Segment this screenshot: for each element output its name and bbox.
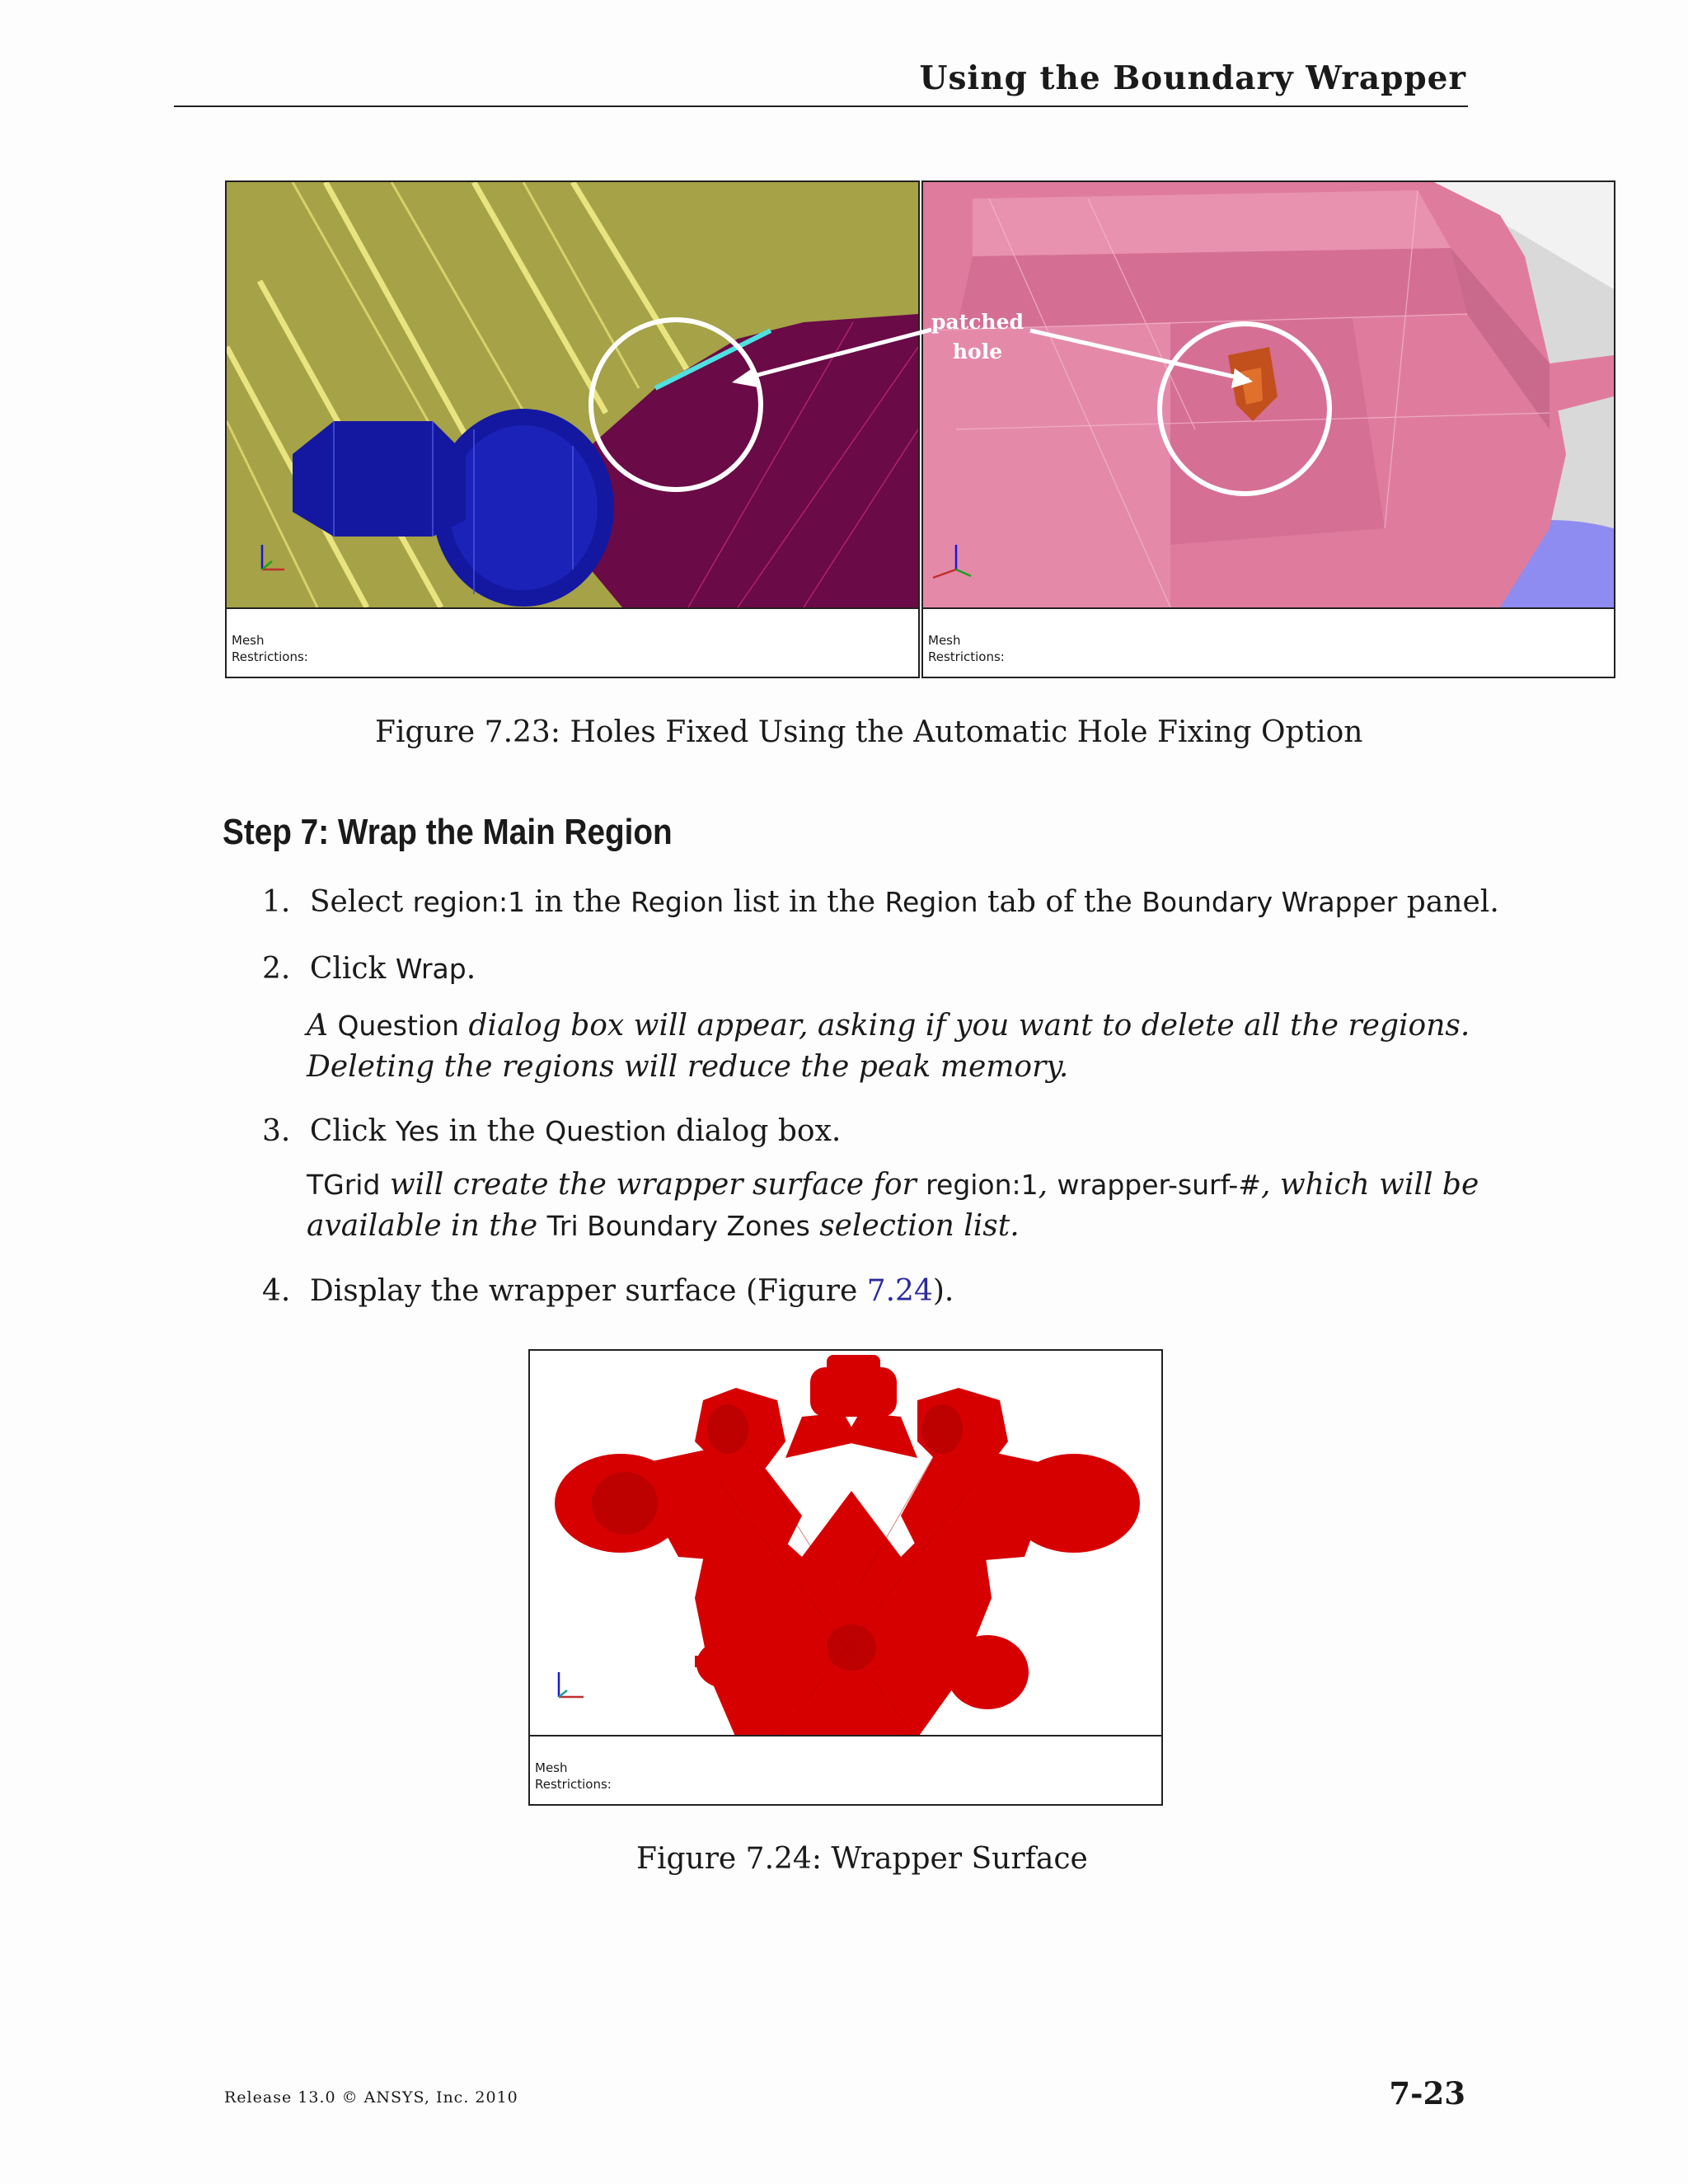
- text-run: panel.: [1397, 885, 1499, 919]
- figure-723-right-panel: [921, 180, 1615, 678]
- item-text: [310, 952, 476, 986]
- header-rule: [174, 105, 1468, 107]
- status-restrictions-label: Restrictions:: [928, 649, 1005, 664]
- text-run: A: [307, 1009, 338, 1043]
- figure-724-caption: Figure 7.24: Wrapper Surface: [636, 1842, 1088, 1876]
- note-line-1: [307, 1005, 1470, 1047]
- patched-hole-annotation: [928, 307, 1027, 367]
- status-mesh-label: Mesh: [232, 633, 265, 648]
- item-2-note: [307, 1005, 1470, 1088]
- text-run: dialog box will appear, asking if you want to delete all the regions.: [459, 1009, 1470, 1043]
- text-run: Display the wrapper surface (Figure: [309, 1274, 867, 1308]
- text-run: in the: [439, 1114, 546, 1148]
- list-item-3: [262, 1114, 841, 1148]
- text-run: dialog box.: [666, 1114, 842, 1148]
- figure-reference-link[interactable]: 7.24: [866, 1274, 933, 1308]
- item-text: [310, 1114, 842, 1148]
- ui-term-region-tab: Region: [884, 886, 978, 918]
- item-number: 2.: [262, 952, 291, 986]
- text-run: Click: [309, 952, 396, 986]
- annotation-line-1: patched: [931, 310, 1024, 334]
- text-run: tab of the: [978, 885, 1142, 919]
- status-mesh-label: Mesh: [535, 1760, 568, 1775]
- figure-723-left-panel: [225, 180, 920, 678]
- text-run: ,: [1038, 1168, 1057, 1202]
- text-run: will create the wrapper surface for: [380, 1168, 926, 1202]
- status-restrictions-label: Restrictions:: [535, 1777, 612, 1792]
- page-number: 7-23: [1389, 2075, 1465, 2111]
- step-heading: Step 7: Wrap the Main Region: [223, 812, 673, 852]
- wrapper-surface-view: [530, 1351, 1161, 1738]
- text-run: list in the: [724, 885, 885, 919]
- status-bar: [530, 1735, 1161, 1804]
- status-bar: [923, 607, 1614, 677]
- text-run: Select: [309, 885, 413, 919]
- ui-term-wrap: Wrap: [395, 953, 467, 985]
- status-bar: [227, 607, 918, 677]
- annotation-line-2: hole: [952, 340, 1003, 363]
- ui-term-tgrid: TGrid: [307, 1169, 381, 1201]
- running-header-title: Using the Boundary Wrapper: [919, 59, 1466, 97]
- cross-panel-arrow: [725, 297, 931, 396]
- ui-term-yes: Yes: [395, 1115, 440, 1147]
- text-run: ).: [932, 1274, 954, 1308]
- text-run: .: [466, 952, 476, 986]
- item-number: 1.: [262, 885, 291, 919]
- ui-term-region-list: Region: [631, 886, 724, 918]
- note-line-2: Deleting the regions will reduce the peak memory.: [307, 1050, 1069, 1084]
- ui-term-tri-boundary-zones: Tri Boundary Zones: [546, 1210, 810, 1242]
- text-run: available in the: [307, 1209, 547, 1243]
- list-item-4: [262, 1274, 954, 1308]
- footer-release-note: Release 13.0 © ANSYS, Inc. 2010: [224, 2088, 518, 2107]
- ui-term-boundary-wrapper: Boundary Wrapper: [1142, 886, 1398, 918]
- hole-fix-view-right: [923, 182, 1614, 607]
- ui-term-wrapper-surf: wrapper-surf-#: [1057, 1169, 1261, 1201]
- item-number: 3.: [262, 1114, 291, 1148]
- region-name: region:1: [926, 1169, 1039, 1201]
- figure-724-panel: [528, 1349, 1163, 1806]
- text-run: in the: [525, 885, 631, 919]
- region-name: region:1: [412, 886, 526, 918]
- list-item-1: [262, 885, 1499, 919]
- item-text: [310, 1274, 954, 1308]
- text-run: selection list.: [809, 1209, 1020, 1243]
- note-line-2: [307, 1206, 1479, 1247]
- ui-term-question: Question: [337, 1010, 460, 1042]
- text-run: , which will be: [1260, 1168, 1479, 1202]
- status-mesh-label: Mesh: [928, 633, 961, 648]
- item-3-note: [307, 1165, 1479, 1247]
- figure-723-caption: Figure 7.23: Holes Fixed Using the Automatic Hole Fixing Option: [375, 715, 1363, 749]
- note-line-1: [307, 1165, 1479, 1206]
- item-text: [310, 885, 1499, 919]
- ui-term-question: Question: [545, 1115, 667, 1147]
- item-number: 4.: [262, 1274, 291, 1308]
- status-restrictions-label: Restrictions:: [232, 649, 308, 664]
- list-item-2: [262, 952, 476, 986]
- text-run: Click: [309, 1114, 396, 1148]
